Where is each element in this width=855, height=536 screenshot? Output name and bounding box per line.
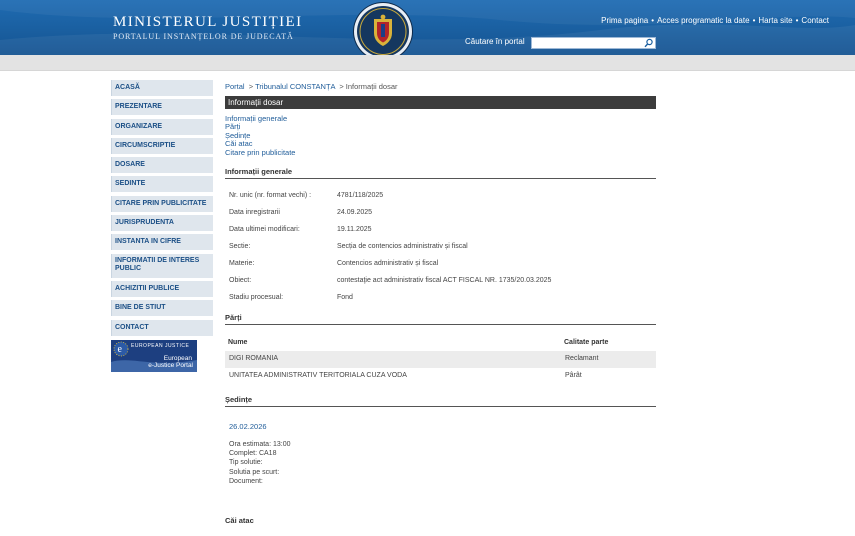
party-name: UNITATEA ADMINISTRATIV TERITORIALA CUZA VODA [229,372,407,380]
hearing-details [229,440,656,486]
sidebar-item-citare[interactable]: CITARE PRIN PUBLICITATE [111,196,213,212]
info-key: Data ultimei modificari: [229,226,300,234]
breadcrumb-court[interactable]: Tribunalul CONSTANȚA [255,82,336,91]
info-key: Stadiu procesual: [229,294,284,302]
party-role: Pârât [565,372,582,380]
table-row [225,368,656,385]
info-value: 4781/118/2025 [337,192,384,200]
ejustice-portal-banner[interactable] [111,340,197,372]
site-title[interactable]: MINISTERUL JUSTIȚIEI [113,14,303,30]
party-name: DIGI ROMANIA [229,355,279,363]
parti-table [225,333,656,385]
link-sedinte[interactable]: Ședințe [225,130,251,140]
info-key: Data inregistrarii [229,209,280,217]
section-heading-general: Informații generale [225,167,656,179]
link-cai-atac[interactable]: Căi atac [225,139,253,149]
info-value: Secția de contencios administrativ și fiscal [337,243,468,251]
info-row [225,273,656,290]
info-key: Nr. unic (nr. format vechi) : [229,192,312,200]
info-value: 24.09.2025 [337,209,373,217]
table-row [225,351,656,368]
top-link-api[interactable]: Acces programatic la date [657,16,750,25]
info-row [225,290,656,307]
sidebar-item-bine-de-stiut[interactable]: BINE DE STIUT [111,300,213,316]
info-key: Materie: [229,260,255,268]
sidebar-item-instanta-in-cifre[interactable]: INSTANTA IN CIFRE [111,234,213,250]
main-content [225,80,656,525]
sidebar-item-achizitii-publice[interactable]: ACHIZITII PUBLICE [111,281,213,297]
info-value: Contencios administrativ și fiscal [337,260,439,268]
hearing-time: Ora estimata: 13:00 [229,441,291,449]
top-link-sitemap[interactable]: Harta site [758,16,793,25]
hearing-date: 26.02.2026 [229,422,267,432]
info-row [225,239,656,256]
hearing-document: Document: [229,477,263,485]
hearing-solution-type: Tip solutie: [229,459,263,467]
search-label: Căutare în portal [465,37,525,46]
search-input[interactable] [532,38,642,48]
site-header [0,0,855,55]
info-row [225,205,656,222]
breadcrumb-portal[interactable]: Portal [225,82,245,91]
hearing-solution-summary: Solutia pe scurt: [229,468,280,476]
sidebar-nav [111,80,213,372]
hearing-panel: Complet: CA18 [229,450,277,458]
svg-text:e: e [117,343,122,355]
sidebar-item-prezentare[interactable]: PREZENTARE [111,99,213,115]
sidebar-item-jurisprudenta[interactable]: JURISPRUDENTA [111,215,213,231]
top-link-home[interactable]: Prima pagina [601,16,649,25]
party-role: Reclamant [565,355,599,363]
info-row [225,256,656,273]
ejustice-top-label: EUROPEAN JUSTICE [131,342,190,349]
sidebar-item-acasa[interactable]: ACASĂ [111,80,213,96]
coat-of-arms-icon [357,6,409,57]
info-key: Obiect: [229,277,252,285]
breadcrumb-separator: > [246,82,256,91]
section-heading-cai-atac: Căi atac [225,516,254,526]
general-info-table [225,188,656,307]
sidebar-item-dosare[interactable]: DOSARE [111,157,213,173]
info-value: Fond [337,294,353,302]
info-value: 19.11.2025 [337,226,372,234]
top-link-contact[interactable]: Contact [801,16,829,25]
romania-coat-of-arms-logo[interactable] [354,3,412,60]
sidebar-item-informatii-interes-public[interactable]: INFORMATII DE INTERES PUBLIC [111,254,213,278]
section-links [225,115,656,157]
link-informatii-generale[interactable]: Informații generale [225,114,288,123]
sidebar-item-organizare[interactable]: ORGANIZARE [111,119,213,135]
info-key: Sectie: [229,243,251,251]
table-header [225,333,656,351]
column-header-nume: Nume [228,339,248,347]
breadcrumb-current: Informații dosar [345,82,398,91]
search-icon[interactable] [643,38,654,48]
top-links: Prima pagina • Acces programatic la date • Harta site • Contact [601,16,829,25]
section-heading-parti: Părți [225,313,656,325]
info-value: contestaţie act administrativ fiscal ACT FISCAL NR. 1735/20.03.2025 [337,277,552,285]
breadcrumb [225,82,656,91]
search-box [531,37,656,49]
info-row [225,222,656,239]
ejustice-label-line1: European [163,354,192,362]
page-title: Informații dosar [225,96,656,109]
sidebar-item-contact[interactable]: CONTACT [111,320,213,336]
link-citare-publicitate[interactable]: Citare prin publicitate [225,147,296,157]
sidebar-item-circumscriptie[interactable]: CIRCUMSCRIPTIE [111,138,213,154]
column-header-calitate: Calitate parte [564,339,609,347]
ejustice-label-line2: e-Justice Portal [148,361,193,369]
breadcrumb-separator: > [337,82,346,91]
header-subbar [0,55,855,71]
info-row [225,188,656,205]
link-parti[interactable]: Părți [225,122,241,132]
sidebar-item-sedinte[interactable]: SEDINTE [111,176,213,192]
site-subtitle: PORTALUL INSTANȚELOR DE JUDECATĂ [113,32,294,41]
section-heading-sedinte: Ședințe [225,395,656,407]
